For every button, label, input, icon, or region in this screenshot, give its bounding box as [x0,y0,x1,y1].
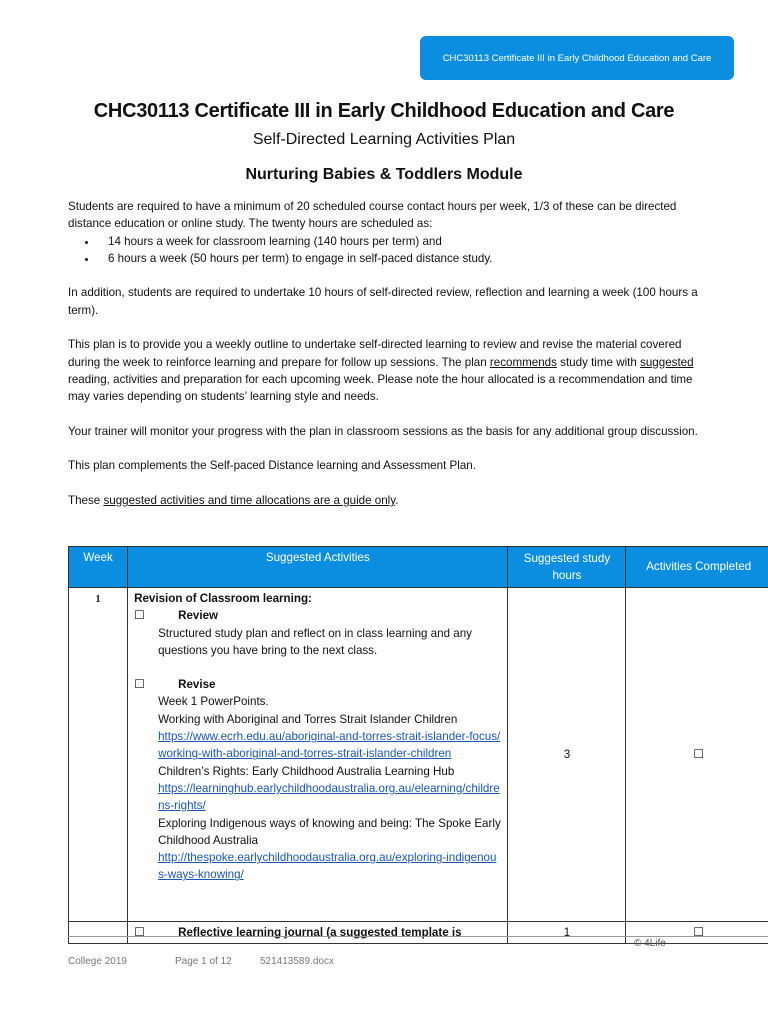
schedule-item: • 14 hours a week for classroom learning (140 hours per term) and [98,233,704,250]
revise-line: Week 1 PowerPoints. [158,695,269,709]
completed-checkbox[interactable]: ☐ [693,746,705,761]
schedule-item: • 6 hours a week (50 hours per term) to engage in self-paced distance study. [98,250,704,267]
ecrh-link[interactable]: https://www.ecrh.edu.au/aboriginal-and-torres-strait-islander-focus/working-with-aboriginal-and-torres-strait-islander-children [158,730,501,761]
header-course-badge: CHC30113 Certificate III in Early Childhood Education and Care [420,36,734,80]
revise-label: Revise [178,678,216,692]
checkbox-icon[interactable]: ☐ [134,677,145,692]
revision-heading: Revision of Classroom learning: [134,592,312,605]
header-week: Week [69,547,128,588]
intro-body [68,198,704,527]
review-text: Structured study plan and reflect on in class learning and any questions you have bring to the next class. [158,626,472,657]
intro-paragraph-6: These suggested activities and time allocations are a guide only. [68,494,399,508]
hours-value: 1 [563,926,571,939]
page-footer [68,956,334,967]
week-number: 1 [95,594,101,605]
review-item [134,607,501,624]
review-label: Review [178,609,219,623]
checkbox-icon[interactable]: ☐ [134,608,145,623]
copyright-text: © 4Life [634,938,666,949]
page-title: CHC30113 Certificate III in Early Childhood Education and Care [93,100,675,122]
completed-checkbox[interactable]: ☐ [693,925,705,939]
week-cell [69,588,128,922]
footer-filename: 521413589.docx [260,956,334,967]
revise-item [134,676,501,693]
hours-value: 3 [563,747,571,761]
journal-item [134,924,501,941]
journal-label: Reflective learning journal (a suggested template is [178,926,462,939]
footer-college: College 2019 [68,956,127,967]
module-title: Nurturing Babies & Toddlers Module [245,166,523,183]
header-completed: Activities Completed [626,547,768,588]
header-activities: Suggested Activities [128,547,508,588]
table-row [69,588,768,922]
intro-paragraph-3: This plan is to provide you a weekly outline to undertake self-directed learning to review and revise the material covered during the week to reinforce learning and prepare for follow up sessions. The plan recommends study time with suggested reading, activities and preparation for each upcoming week. Please note the hour allocated is a recommendation and time may varies depending on students’ learning style and needs. [68,338,694,404]
revise-line: Children’s Rights: Early Childhood Australia Learning Hub [158,764,455,778]
hours-cell [508,922,626,944]
checkbox-icon[interactable]: ☐ [134,925,145,939]
revise-content [134,693,501,883]
revise-line: Working with Aboriginal and Torres Strait Islander Children [158,712,458,726]
header-hours: Suggested study hours [508,547,626,588]
intro-paragraph-1: Students are required to have a minimum of 20 scheduled course contact hours per week, 1/3 of these can be directed distance education or online study. The twenty hours are scheduled as: [68,200,677,231]
learninghub-link[interactable]: https://learninghub.earlychildhoodaustralia.org.au/elearning/childrens-rights/ [158,781,500,813]
table-header-row [69,547,768,588]
hours-cell [508,588,626,922]
intro-paragraph-2: In addition, students are required to undertake 10 hours of self-directed review, reflection and learning a week (100 hours a term). [68,286,698,317]
footer-divider [68,936,768,937]
activities-cell [128,922,508,944]
page-subtitle: Self-Directed Learning Activities Plan [252,131,516,148]
footer-page-number: Page 1 of 12 [175,956,232,967]
week-cell [69,922,128,944]
thespoke-link[interactable]: http://thespoke.earlychildhoodaustralia.org.au/exploring-indigenous-ways-knowing/ [158,851,497,882]
intro-paragraph-5: This plan complements the Self-paced Distance learning and Assessment Plan. [68,459,476,473]
intro-paragraph-4: Your trainer will monitor your progress with the plan in classroom sessions as the basis for any additional group discussion. [68,424,698,438]
activities-cell [128,588,508,922]
revise-line: Exploring Indigenous ways of knowing and being: The Spoke Early Childhood Australia [158,816,501,847]
completed-cell [626,588,768,922]
activities-table [68,546,768,944]
schedule-list [68,233,704,268]
